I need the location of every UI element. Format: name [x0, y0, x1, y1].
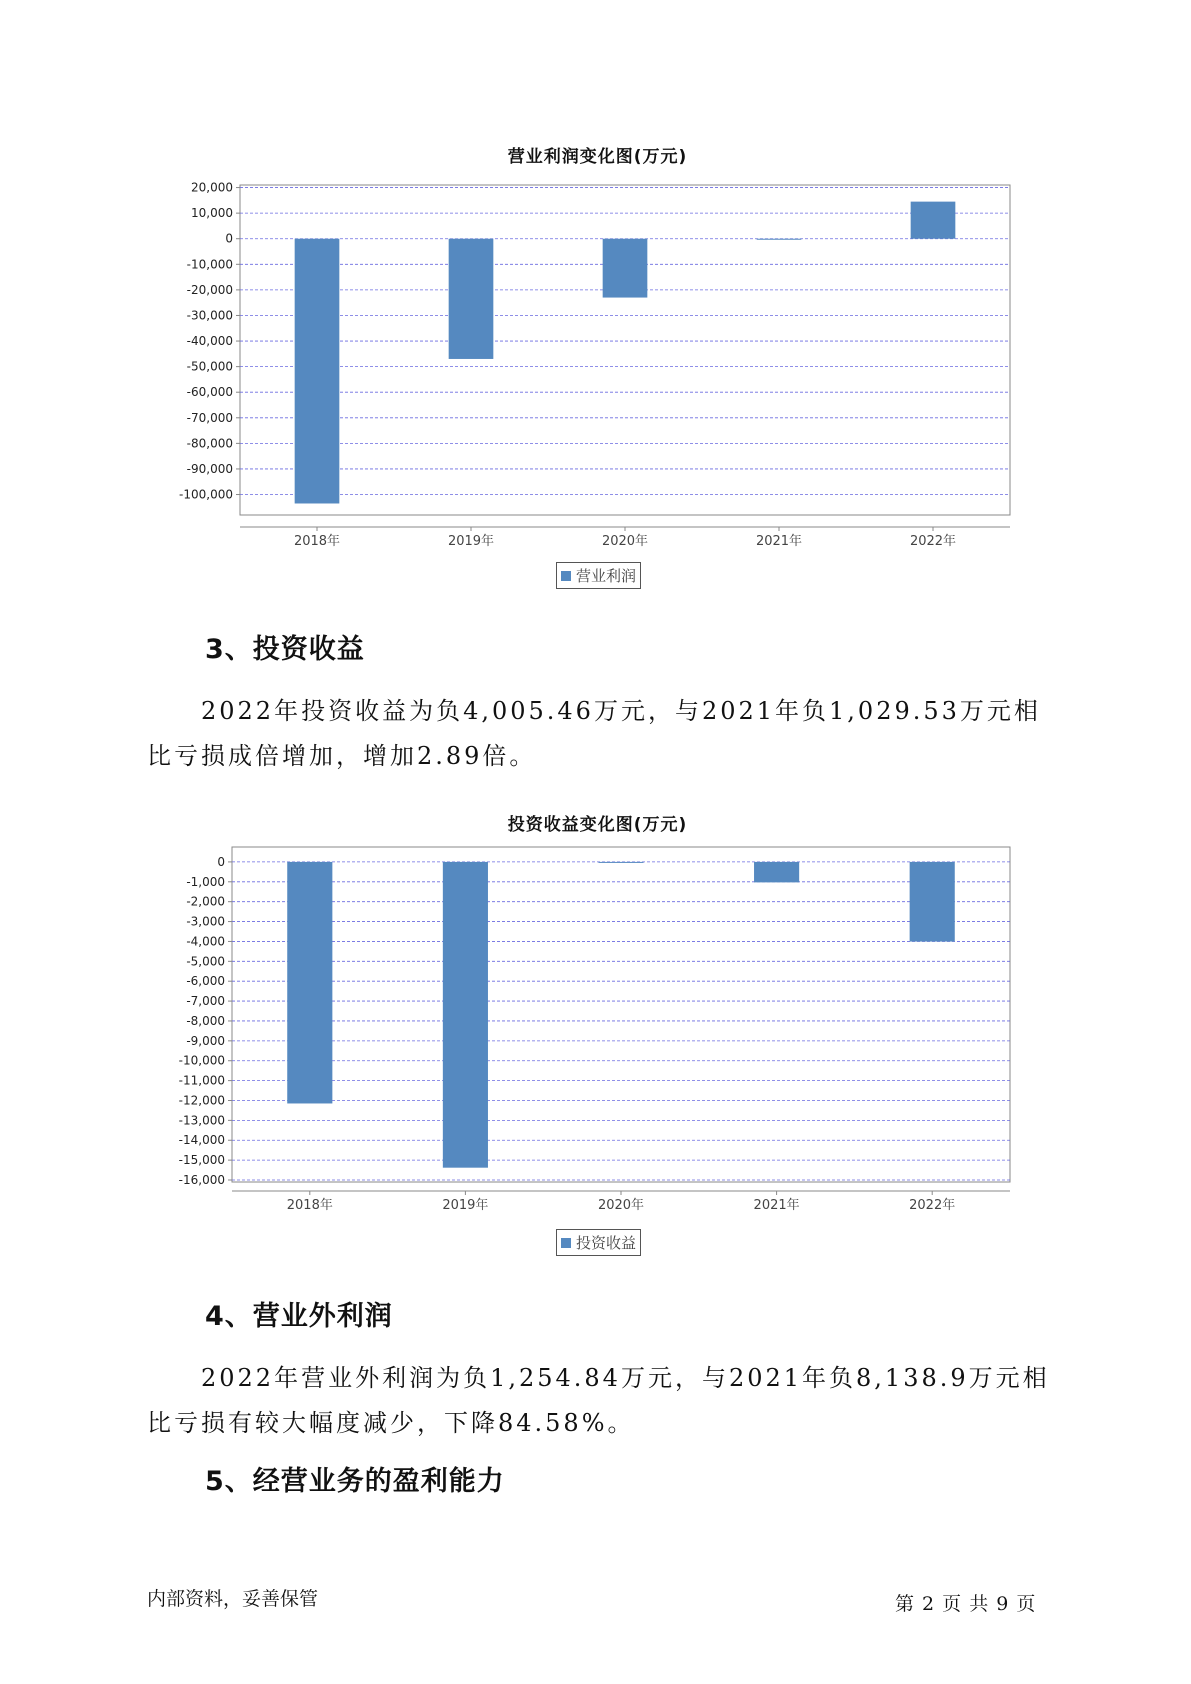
chart1-bar-2019年 [449, 239, 494, 359]
chart1-y-tick-label: -60,000 [186, 385, 233, 400]
section3-heading: 3、投资收益 [205, 634, 365, 665]
chart2-y-tick-label: -9,000 [186, 1033, 225, 1048]
chart1-y-tick-label: -30,000 [186, 308, 233, 323]
chart2-bar-2018年 [287, 862, 332, 1104]
chart1-y-tick-label: -90,000 [186, 461, 233, 476]
chart2-bar-2020年 [598, 862, 643, 863]
chart1-y-tick-label: 10,000 [191, 206, 233, 221]
chart2-x-tick-label: 2020年 [597, 1198, 645, 1213]
chart2-bar-2021年 [754, 862, 799, 882]
chart2-y-tick-label: -8,000 [186, 1013, 225, 1028]
section5-heading: 5、经营业务的盈利能力 [205, 1466, 505, 1497]
operating-profit-chart [0, 165, 1191, 565]
chart1-x-tick-label: 2020年 [601, 534, 649, 549]
chart1-y-tick-label: 0 [225, 231, 233, 246]
section4-heading: 4、营业外利润 [205, 1301, 393, 1332]
chart1-bar-2022年 [911, 202, 956, 239]
chart2-x-tick-label: 2019年 [442, 1198, 489, 1213]
section4-paragraph: 2022年营业外利润为负1,254.84万元，与2021年负8,138.9万元相比亏损有较大幅度减少，下降84.58%。 [147, 1364, 1050, 1437]
chart2-x-tick-label: 2022年 [909, 1198, 956, 1213]
chart1-legend [556, 562, 641, 589]
chart2-legend-label: 投资收益 [576, 1234, 637, 1252]
chart2-y-tick-label: -16,000 [178, 1173, 225, 1188]
chart1-y-tick-label: -100,000 [179, 487, 233, 502]
footer-confidential-note: 内部资料，妥善保管 [147, 1588, 319, 1610]
chart2-y-tick-label: -5,000 [186, 954, 225, 969]
chart1-bar-2021年 [757, 239, 802, 240]
chart2-bar-2019年 [443, 862, 488, 1168]
chart2-y-tick-label: -14,000 [178, 1133, 225, 1148]
chart1-y-tick-label: -40,000 [186, 334, 233, 349]
chart2-y-tick-label: -2,000 [186, 894, 225, 909]
chart2-x-tick-label: 2021年 [753, 1198, 800, 1213]
chart1-bar-2018年 [295, 239, 340, 504]
chart2-y-tick-label: -3,000 [186, 914, 225, 929]
chart2-title: 投资收益变化图(万元) [507, 815, 688, 835]
chart2-y-tick-label: -13,000 [178, 1113, 225, 1128]
chart1-legend-label: 营业利润 [576, 567, 637, 585]
chart2-y-tick-label: -6,000 [186, 974, 225, 989]
chart1-x-tick-label: 2019年 [447, 534, 495, 549]
chart1-bar-2020年 [603, 239, 648, 298]
chart2-y-tick-label: -4,000 [186, 934, 225, 949]
chart2-y-tick-label: 0 [217, 854, 225, 869]
chart2-y-tick-label: -15,000 [178, 1153, 225, 1168]
footer-page-number: 第 2 页 共 9 页 [895, 1593, 1037, 1615]
investment-income-chart [0, 830, 1191, 1230]
chart2-y-tick-label: -1,000 [186, 874, 225, 889]
chart1-x-tick-label: 2022年 [909, 534, 957, 549]
chart1-y-tick-label: -50,000 [186, 359, 233, 374]
section3-paragraph: 2022年投资收益为负4,005.46万元，与2021年负1,029.53万元相比亏损成倍增加，增加2.89倍。 [147, 697, 1041, 770]
chart2-plot-frame [232, 847, 1010, 1182]
chart2-legend [556, 1229, 641, 1256]
chart2-y-tick-label: -11,000 [178, 1073, 225, 1088]
chart1-y-tick-label: -10,000 [186, 257, 233, 272]
chart1-y-tick-label: -80,000 [186, 436, 233, 451]
chart2-y-tick-label: -7,000 [186, 994, 225, 1009]
chart2-y-tick-label: -10,000 [178, 1053, 225, 1068]
chart1-legend-swatch [561, 571, 571, 581]
chart2-bar-2022年 [910, 862, 955, 942]
chart1-y-tick-label: -70,000 [186, 410, 233, 425]
chart2-x-tick-label: 2018年 [286, 1198, 333, 1213]
chart2-y-tick-label: -12,000 [178, 1093, 225, 1108]
chart1-title: 营业利润变化图(万元) [507, 147, 688, 167]
chart1-y-tick-label: -20,000 [186, 282, 233, 297]
chart2-legend-swatch [561, 1238, 571, 1248]
chart1-plot-frame [240, 185, 1010, 515]
chart1-x-tick-label: 2021年 [755, 534, 803, 549]
chart1-x-tick-label: 2018年 [293, 534, 341, 549]
chart1-y-tick-label: 20,000 [191, 180, 233, 195]
